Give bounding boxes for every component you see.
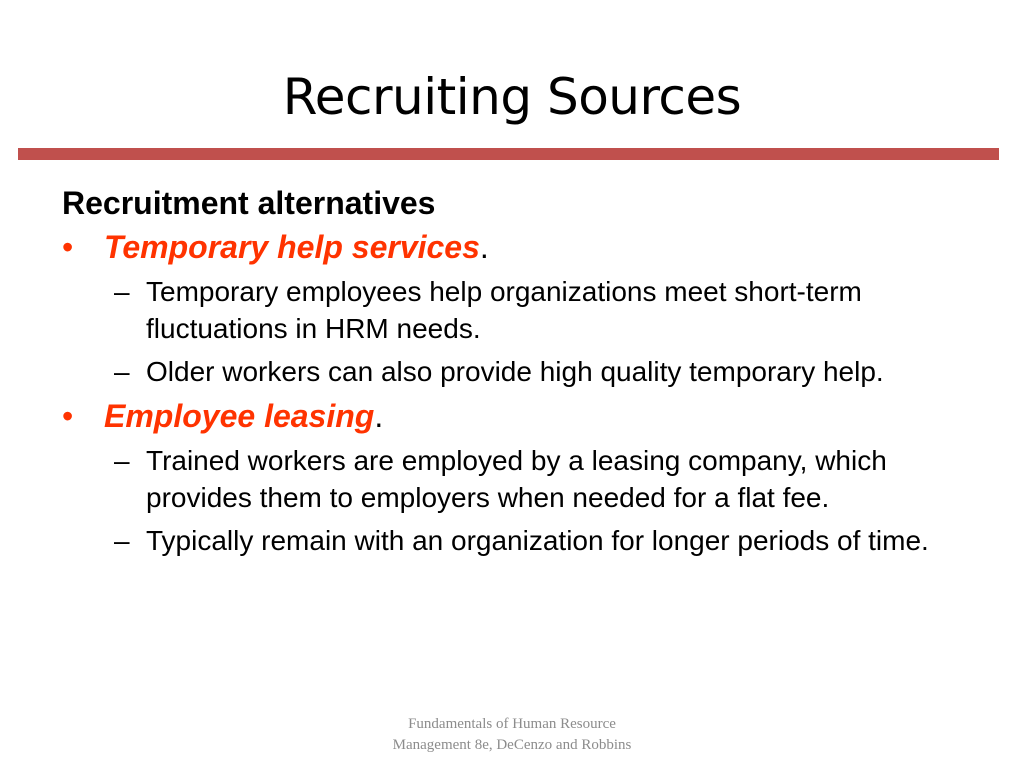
slide-title: Recruiting Sources (282, 68, 742, 126)
footer-line: Management 8e, DeCenzo and Robbins (392, 737, 632, 753)
slide-body (62, 181, 972, 565)
sub-item-text: Older workers can also provide high quality temporary help. (146, 356, 884, 387)
bullet-suffix: . (374, 398, 384, 434)
footer-line: Fundamentals of Human Resource (408, 716, 616, 732)
bullet-icon: • (62, 398, 74, 434)
sub-item (62, 442, 972, 516)
sub-item-text: Typically remain with an organization for longer periods of time. (146, 525, 929, 556)
bullet-label: Temporary help services (104, 229, 480, 265)
dash-icon: – (114, 356, 130, 387)
dash-icon: – (114, 525, 130, 556)
dash-icon: – (114, 276, 130, 307)
sub-item-text: Trained workers are employed by a leasing company, which provides them to employers when needed for a flat fee. (146, 445, 887, 513)
sub-item (62, 273, 972, 347)
slide-footer (312, 714, 712, 756)
sub-item-text: Temporary employees help organizations meet short-term fluctuations in HRM needs. (146, 276, 862, 344)
bullet-item-temporary-help (62, 227, 972, 267)
sub-item (62, 353, 972, 390)
bullet-label: Employee leasing (104, 398, 375, 434)
bullet-icon: • (62, 229, 74, 265)
title-divider (18, 148, 999, 160)
section-heading: Recruitment alternatives (62, 185, 436, 221)
bullet-suffix: . (479, 229, 489, 265)
dash-icon: – (114, 445, 130, 476)
sub-item (62, 522, 972, 559)
bullet-item-employee-leasing (62, 396, 972, 436)
